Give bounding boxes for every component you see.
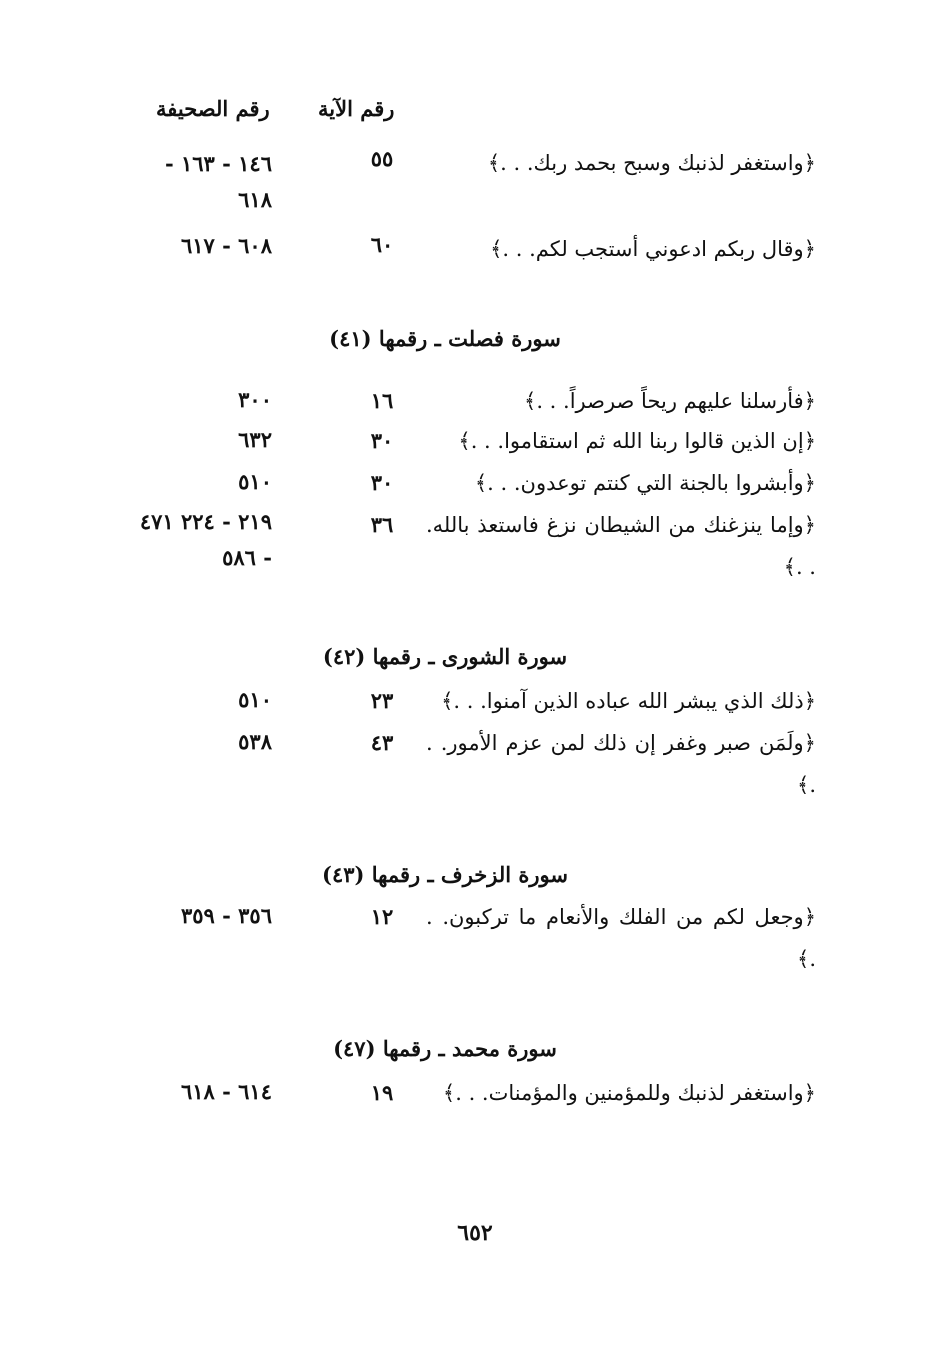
verse-text: ﴿واستغفر لذنبك وسبح بحمد ربك. . .﴾ <box>487 151 816 175</box>
page-reference: ٢١٩ - ٢٢٤ ٤٧١ - ٥٨٦ <box>139 509 272 570</box>
verse-number: ٣٦ <box>370 512 394 537</box>
verse-number: ٤٣ <box>370 730 394 755</box>
page-number: ٦٥٢ <box>457 1220 493 1246</box>
page-reference: ٥١٠ <box>238 687 272 712</box>
verse-text: ﴿وجعل لكم من الفلك والأنعام ما تركبون. . .﴾ <box>426 905 816 971</box>
verse-text: ﴿ولَمَن صبر وغفر إن ذلك لمن عزم الأمور. . .﴾ <box>426 731 816 797</box>
verse-number: ٣٠ <box>370 428 394 453</box>
verse-text: ﴿وإما ينزغنك من الشيطان نزغ فاستعذ بالله. . .﴾ <box>426 513 816 579</box>
page-reference: ٦١٤ - ٦١٨ <box>180 1079 272 1104</box>
surah-heading: سورة الزخرف ـ رقمها (٤٣) <box>322 862 568 887</box>
surah-heading: سورة محمد ـ رقمها (٤٧) <box>333 1036 557 1061</box>
verse-text: ﴿فأرسلنا عليهم ريحاً صرصراً. . .﴾ <box>524 389 816 413</box>
surah-heading: سورة فصلت ـ رقمها (٤١) <box>329 326 561 351</box>
page-reference: ٣٥٦ - ٣٥٩ <box>180 903 272 928</box>
page-reference: ٥٣٨ <box>238 729 272 754</box>
page-reference: ٥١٠ <box>238 469 272 494</box>
page-reference: ١٤٦ - ١٦٣ - ٦١٨ <box>164 151 272 212</box>
verse-number: ١٩ <box>370 1080 394 1105</box>
verse-number: ٢٣ <box>370 688 394 713</box>
verse-text: ﴿واستغفر لذنبك وللمؤمنين والمؤمنات. . .﴾ <box>442 1081 816 1105</box>
verse-text: ﴿ذلك الذي يبشر الله عباده الذين آمنوا. . .﴾ <box>441 689 816 713</box>
page-number-header: رقم الصحيفة <box>156 96 270 121</box>
page-reference: ٣٠٠ <box>238 387 272 412</box>
verse-number: ١٢ <box>370 904 394 929</box>
verse-number-header: رقم الآية <box>318 96 395 121</box>
verse-text: ﴿وأبشروا بالجنة التي كنتم توعدون. . .﴾ <box>474 471 816 495</box>
verse-number: ٥٥ <box>370 146 394 171</box>
verse-text: ﴿إن الذين قالوا ربنا الله ثم استقاموا. . .﴾ <box>458 429 816 453</box>
page-reference: ٦٣٢ <box>238 427 272 452</box>
verse-number: ٣٠ <box>370 470 394 495</box>
page-reference: ٦٠٨ - ٦١٧ <box>180 233 272 258</box>
verse-number: ٦٠ <box>370 232 394 257</box>
verse-number: ١٦ <box>370 388 394 413</box>
verse-text: ﴿وقال ربكم ادعوني أستجب لكم. . .﴾ <box>490 237 816 261</box>
surah-heading: سورة الشورى ـ رقمها (٤٢) <box>322 644 568 669</box>
